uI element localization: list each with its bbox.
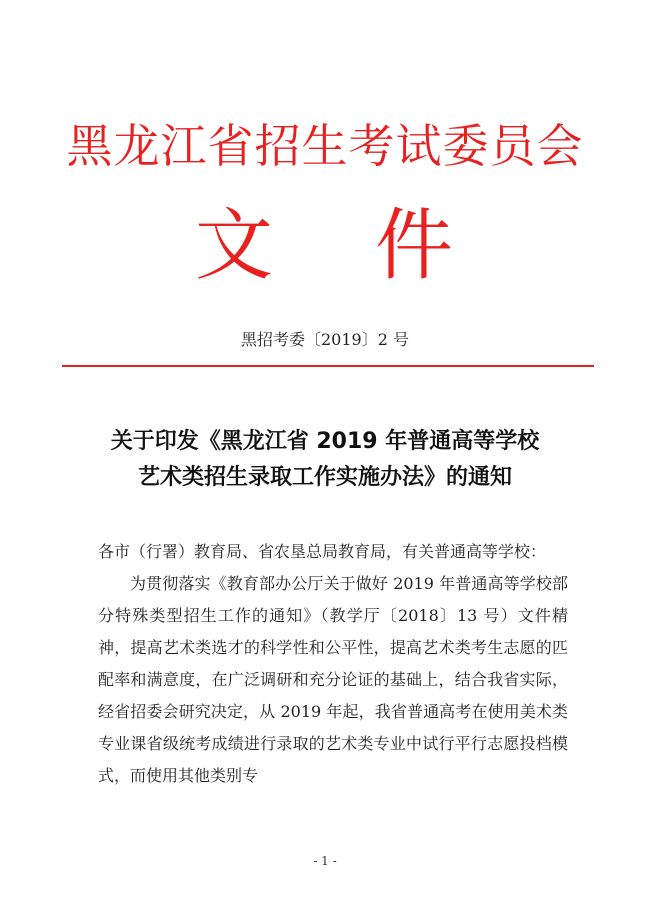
page-number: - 1 - <box>313 854 337 868</box>
red-divider-line <box>62 365 594 367</box>
document-heading-char-1: 文 <box>194 201 275 291</box>
notice-title-line-2: 艺术类招生录取工作实施办法》的通知 <box>137 465 512 490</box>
document-heading <box>0 198 650 294</box>
document-heading-char-2: 件 <box>375 201 456 291</box>
salutation: 各市（行署）教育局、省农垦总局教育局，有关普通高等学校： <box>98 542 547 561</box>
notice-body <box>98 536 568 792</box>
document-number: 黑招考委〔2019〕2 号 <box>241 330 409 349</box>
issuing-organization: 黑龙江省招生考试委员会 <box>66 119 584 173</box>
notice-title-line-1: 关于印发《黑龙江省 2019 年普通高等学校 <box>110 429 540 454</box>
notice-title <box>0 424 650 496</box>
body-paragraph: 为贯彻落实《教育部办公厅关于做好 2019 年普通高等学校部分特殊类型招生工作的通知》（教学厅〔2018〕13 号）文件精神，提高艺术类选才的科学性和公平性，提高艺术类考生志愿的匹配率和满意度，在广泛调研和充分论证的基础上，结合我省实际，经省招委会研究决定，从 2019 年起，我省普通高考在使用美术类专业课省级统考成绩进行录取的艺术类专业中试行平行志愿投档模式，而使用其他类别专 <box>98 574 568 785</box>
